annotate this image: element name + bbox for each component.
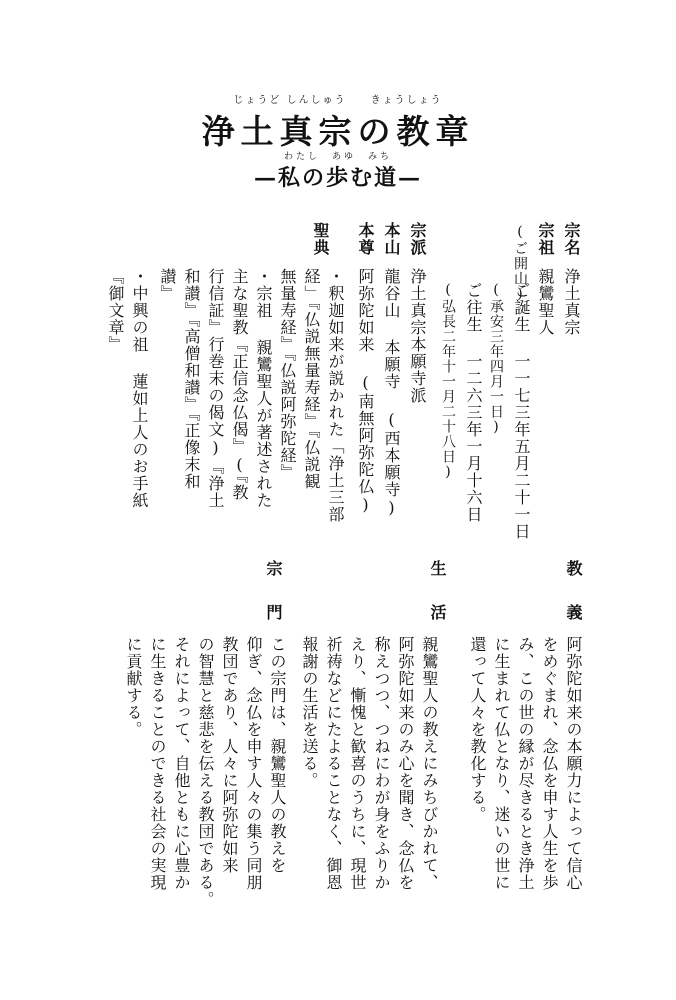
seiten-line: 和讃』『高僧和讃』『正像末和 bbox=[182, 268, 201, 490]
kaisan-note: (ご開山) bbox=[512, 224, 528, 303]
shuso-value: 親鸞聖人 bbox=[536, 268, 555, 336]
seiten-line: ・宗祖 親鸞聖人が著述された bbox=[254, 268, 273, 509]
seiten-line: 主な聖教『正信念仏偈』(『教 bbox=[230, 268, 249, 501]
honzan-value: 龍谷山 本願寺 (西本願寺) bbox=[382, 268, 401, 518]
shuso-label: 宗祖 bbox=[536, 222, 555, 256]
seiten-line: 無量寿経』『仏説阿弥陀経』 bbox=[278, 268, 297, 481]
honzan-label: 本山 bbox=[382, 222, 401, 256]
kyogi-line: をめぐまれ、念仏を申す人生を歩 bbox=[540, 636, 559, 891]
subtitle-ruby: わたし あゆ みち bbox=[283, 152, 392, 162]
seikatsu-line: 報謝の生活を送る。 bbox=[300, 636, 319, 789]
seiten-label: 聖典 bbox=[311, 222, 330, 256]
kyogi-line: 還って人々を教化する。 bbox=[468, 636, 487, 823]
kyogi-line: み、この世の縁が尽きるとき浄土 bbox=[516, 636, 535, 891]
tanjo-era: (承安三年四月一日) bbox=[488, 282, 504, 436]
seiten-line: 経」『仏説無量寿経』『仏説観 bbox=[302, 268, 321, 490]
seiten-line: 讃』 bbox=[158, 268, 177, 302]
seiten-line: ・釈迦如来が説かれた「浄土三部 bbox=[326, 268, 345, 523]
shumon-line: に生きることのできる社会の実現 bbox=[148, 636, 167, 891]
shumon-line: この宗門は、親鸞聖人の教えを bbox=[268, 636, 287, 874]
shumon-line: 仰ぎ、念仏を申す人々の集う同朋 bbox=[244, 636, 263, 891]
ojo-era: (弘長二年十一月二十八日) bbox=[440, 282, 456, 481]
seiten-line: ・中興の祖 蓮如上人のお手紙 bbox=[130, 268, 149, 509]
shumon-line: 教団であり、人々に阿弥陀如来 bbox=[220, 636, 239, 874]
page-title: 浄土真宗の教章 bbox=[201, 112, 475, 151]
kyogi-line: に生まれて仏となり、迷いの世に bbox=[492, 636, 511, 891]
tanjo-date: ご誕生 一一七三年五月二十一日 bbox=[512, 282, 531, 540]
seiten-line: 『御文章』 bbox=[106, 268, 125, 353]
seikatsu-line: 称えつつ、つねにわが身をふりか bbox=[372, 636, 391, 891]
shumei-label: 宗名 bbox=[562, 222, 581, 256]
shumon-line: それによって、自他ともに心豊か bbox=[172, 636, 191, 891]
shumei-value: 浄土真宗 bbox=[562, 268, 581, 336]
shumon-line: に貢献する。 bbox=[124, 636, 143, 738]
honzon-label: 本尊 bbox=[356, 222, 375, 256]
seiten-line: 行信証』行巻末の偈文)『浄土 bbox=[206, 268, 225, 509]
seikatsu-line: 祈祷などにたよることなく、御恩 bbox=[324, 636, 343, 891]
title-ruby: じょうど しんしゅう きょうしょう bbox=[233, 95, 443, 106]
shumon-line: の智慧と慈悲を伝える教団である。 bbox=[196, 636, 215, 908]
kyogi-line: 阿弥陀如来の本願力によって信心 bbox=[564, 636, 583, 891]
kyogi-label: 教義 bbox=[564, 560, 583, 648]
shuha-value: 浄土真宗本願寺派 bbox=[408, 268, 427, 404]
ojo-date: ご往生 一二六三年一月十六日 bbox=[464, 282, 483, 523]
seikatsu-line: 阿弥陀如来のみ心を聞き、念仏を bbox=[396, 636, 415, 891]
seikatsu-label: 生活 bbox=[428, 560, 447, 648]
shumon-label: 宗門 bbox=[264, 560, 283, 648]
seikatsu-line: えり、慚愧と歓喜のうちに、現世 bbox=[348, 636, 367, 891]
page-subtitle: —私の歩む道— bbox=[253, 165, 422, 191]
honzon-value: 阿弥陀如来 (南無阿弥陀仏) bbox=[356, 268, 375, 515]
shuha-label: 宗派 bbox=[408, 222, 427, 256]
seikatsu-line: 親鸞聖人の教えにみちびかれて、 bbox=[420, 636, 439, 891]
